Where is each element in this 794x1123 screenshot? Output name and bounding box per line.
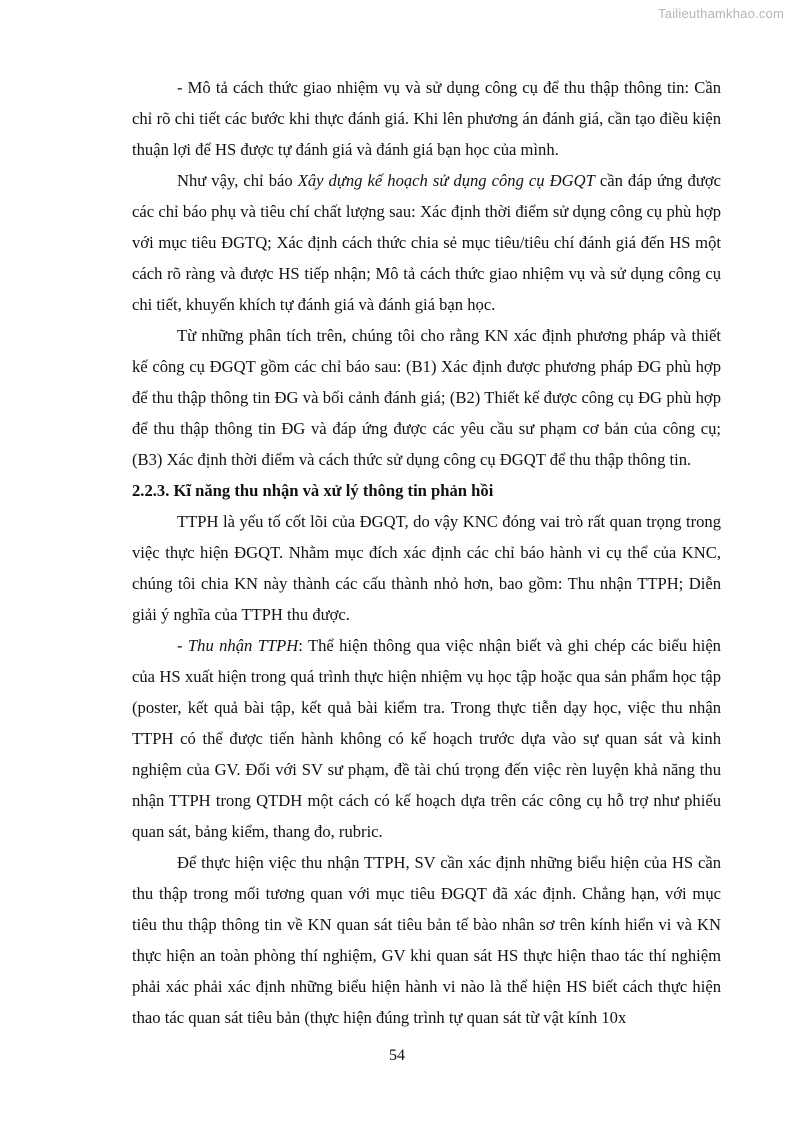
paragraph-example: Để thực hiện việc thu nhận TTPH, SV cần xác định những biểu hiện của HS cần thu thập trong mối tương quan với mục tiêu ĐGQT đã xác định. Chẳng hạn, với mục tiêu thu thập thông tin về KN quan sát tiêu bản tế bào nhân sơ trên kính hiển vi và KN thực hiện an toàn phòng thí nghiệm, GV khi quan sát HS thực hiện thao tác thí nghiệm phải xác phải xác định những biểu hiện hành vi nào là thể hiện HS biết cách thực hiện thao tác quan sát tiêu bản (thực hiện đúng trình tự quan sát từ vật kính 10x [132, 853, 721, 1027]
paragraph-skill-indicators: Từ những phân tích trên, chúng tôi cho rằng KN xác định phương pháp và thiết kế công cụ ĐGQT gồm các chỉ báo sau: (B1) Xác định được phương pháp ĐG phù hợp để thu thập thông tin ĐG và bối cảnh đánh giá; (B2) Thiết kế được công cụ ĐG phù hợp để thu thập thông tin ĐG và đáp ứng được các yêu cầu sư phạm cơ bản của công cụ; (B3) Xác định thời điểm và cách thức sử dụng công cụ ĐGQT để thu thập thông tin. [132, 326, 721, 469]
watermark: Tailieuthamkhao.com [658, 6, 784, 21]
italic-term: Thu nhận TTPH [187, 636, 299, 655]
paragraph-text: - [177, 636, 188, 655]
page-number: 54 [389, 1047, 405, 1064]
paragraph-text: cần đáp ứng được các chỉ báo phụ và tiêu chí chất lượng sau: Xác định thời điểm sử dụng công cụ phù hợp với mục tiêu ĐGTQ; Xác định cách thức chia sẻ mục tiêu/tiêu chí đánh giá đến HS một cách rõ ràng và được HS tiếp nhận; Mô tả cách thức giao nhiệm vụ và sử dụng công cụ chi tiết, khuyến khích tự đánh giá và đánh giá bạn học. [132, 171, 721, 314]
paragraph-tool-usage: - Mô tả cách thức giao nhiệm vụ và sử dụng công cụ để thu thập thông tin: Cần chỉ rõ chi tiết các bước khi thực đánh giá. Khi lên phương án đánh giá, cần tạo điều kiện thuận lợi để HS được tự đánh giá và đánh giá bạn học của mình. [132, 78, 721, 159]
paragraph-indicator-summary [132, 165, 721, 320]
paragraph-text: Như vậy, chỉ báo [177, 171, 298, 190]
paragraph-text: : Thể hiện thông qua việc nhận biết và ghi chép các biểu hiện của HS xuất hiện trong quá trình thực hiện nhiệm vụ học tập hoặc qua sản phẩm học tập (poster, kết quả bài tập, kết quả bài kiểm tra. Trong thực tiễn dạy học, việc thu nhận TTPH có thể được tiến hành không có kế hoạch trước dựa vào sự quan sát và kinh nghiệm của GV. Đối với SV sư phạm, đề tài chú trọng đến việc rèn luyện khả năng thu nhận TTPH trong QTDH một cách có kế hoạch dựa trên các công cụ hỗ trợ như phiếu quan sát, bảng kiểm, thang đo, rubric. [132, 636, 721, 841]
italic-term: Xây dựng kế hoạch sử dụng công cụ ĐGQT [297, 171, 595, 190]
paragraph-feedback-intro: TTPH là yếu tố cốt lõi của ĐGQT, do vậy KNC đóng vai trò rất quan trọng trong việc thực hiện ĐGQT. Nhằm mục đích xác định các chỉ báo hành vi cụ thể của KNC, chúng tôi chia KN này thành các cấu thành nhỏ hơn, bao gồm: Thu nhận TTPH; Diễn giải ý nghĩa của TTPH thu được. [132, 512, 721, 624]
document-body [132, 72, 721, 1033]
paragraph-receive-feedback [132, 630, 721, 847]
section-heading: 2.2.3. Kĩ năng thu nhận và xử lý thông tin phản hồi [132, 481, 494, 500]
